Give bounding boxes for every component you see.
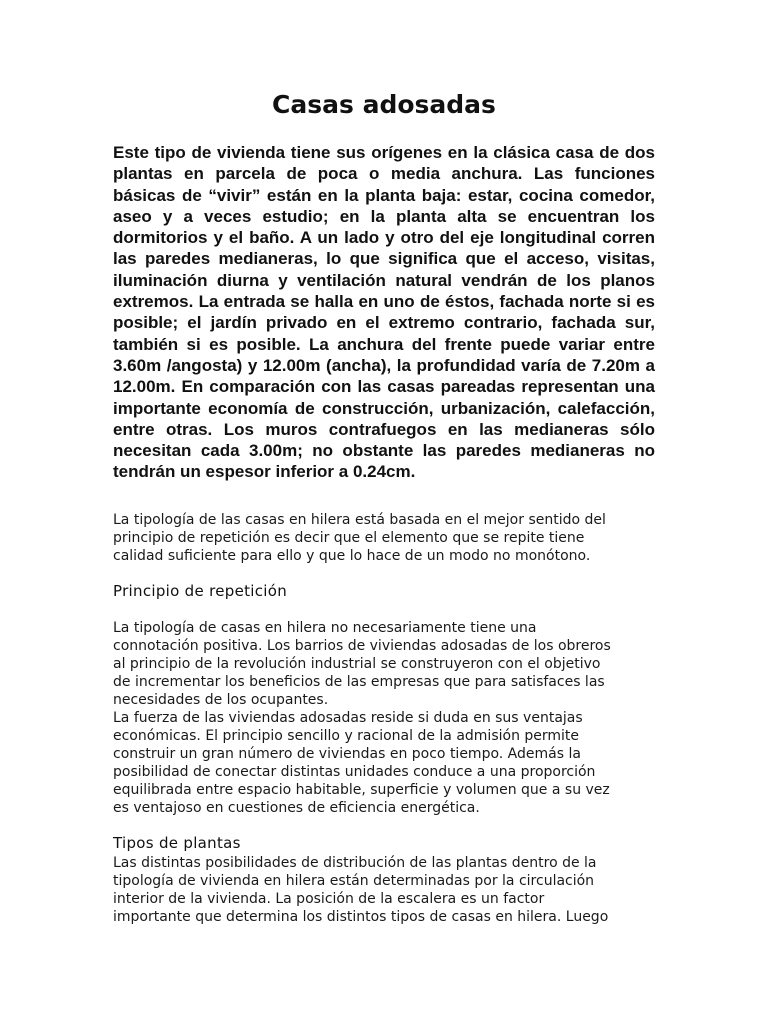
heading-principio-repeticion: Principio de repetición xyxy=(113,582,288,600)
heading-tipos-de-plantas: Tipos de plantas xyxy=(113,834,241,852)
intro-paragraph: Este tipo de vivienda tiene sus orígenes en la clásica casa de dos plantas en parcela de poca o media anchura. Las funciones básicas de “vivir” están en la planta baja: estar, cocina comedor, aseo y a veces estudio; en la planta alta se encuentran los dormitorios y el baño. A un lado y otro del eje longitudinal corren las paredes medianeras, lo que significa que el acceso, visitas, iluminación diurna y ventilación natural vendrán de los planos extremos. La entrada se halla en uno de éstos, fachada norte si es posible; el jardín privado en el extremo contrario, fachada sur, también si es posible. La anchura del frente puede variar entre 3.60m /angosta) y 12.00m (ancha), la profundidad varía de 7.20m a 12.00m. En comparación con las casas pareadas representan una importante economía de construcción, urbanización, calefacción, entre otras. Los muros contrafuegos en las medianeras sólo necesitan cada 3.00m; no obstante las paredes medianeras no tendrán un espesor inferior a 0.24cm. xyxy=(113,143,655,482)
text-line: económicas. El principio sencillo y racional de la admisión permite xyxy=(113,728,580,744)
text-line: interior de la vivienda. La posición de la escalera es un factor xyxy=(113,891,545,907)
text-line: connotación positiva. Los barrios de viviendas adosadas de los obreros xyxy=(113,638,611,654)
text-line: posibilidad de conectar distintas unidades conduce a una proporción xyxy=(113,764,596,780)
document-title: Casas adosadas xyxy=(272,90,496,119)
text-line: tipología de vivienda en hilera están determinadas por la circulación xyxy=(113,873,595,889)
text-line: necesidades de los ocupantes. xyxy=(113,692,329,708)
text-line: La fuerza de las viviendas adosadas reside si duda en sus ventajas xyxy=(113,710,583,726)
text-line: importante que determina los distintos tipos de casas en hilera. Luego xyxy=(113,909,609,925)
paragraph-tipos-de-plantas xyxy=(113,854,673,926)
paragraph-principio-repeticion xyxy=(113,619,673,817)
text-line: equilibrada entre espacio habitable, superficie y volumen que a su vez xyxy=(113,782,610,798)
text-line: construir un gran número de viviendas en poco tiempo. Además la xyxy=(113,746,581,762)
text-line: La tipología de casas en hilera no necesariamente tiene una xyxy=(113,620,537,636)
text-line: de incrementar los beneficios de las empresas que para satisfaces las xyxy=(113,674,605,690)
paragraph-tipologia xyxy=(113,511,673,565)
text-line: principio de repetición es decir que el elemento que se repite tiene xyxy=(113,530,585,546)
text-line: La tipología de las casas en hilera está basada en el mejor sentido del xyxy=(113,512,606,528)
text-line: es ventajoso en cuestiones de eficiencia energética. xyxy=(113,800,480,816)
text-line: al principio de la revolución industrial se construyeron con el objetivo xyxy=(113,656,601,672)
text-line: Las distintas posibilidades de distribución de las plantas dentro de la xyxy=(113,855,597,871)
text-line: calidad suficiente para ello y que lo hace de un modo no monótono. xyxy=(113,548,591,564)
